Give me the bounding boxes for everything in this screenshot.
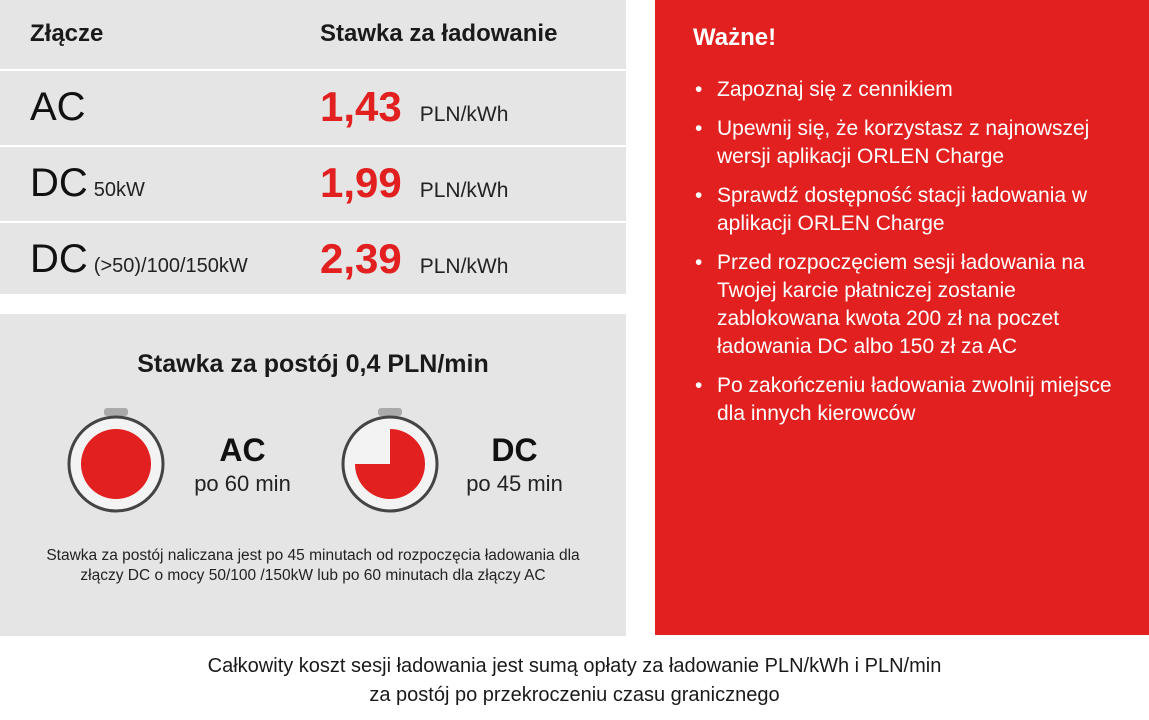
- stopwatch-fill: [81, 429, 151, 499]
- footer-note: [0, 652, 1149, 710]
- list-item: • Zapoznaj się z cennikiem: [693, 76, 1133, 104]
- idle-fee-title: Stawka za postój 0,4 PLN/min: [137, 350, 489, 378]
- timer-connector: DC: [491, 432, 538, 468]
- list-item: • Sprawdź dostępność stacji ładowania w aplikacji ORLEN Charge: [695, 184, 1088, 235]
- stopwatch-icon: [64, 406, 168, 516]
- idle-fee-panel: [0, 314, 626, 636]
- rate-row-dc-50: [0, 147, 626, 221]
- list-item: • Upewnij się, że korzystasz z najnowszej wersji aplikacji ORLEN Charge: [695, 117, 1090, 168]
- bullet-dot: •: [695, 251, 703, 274]
- idle-fee-note: Stawka za postój naliczana jest po 45 minutach od rozpoczęcia ładowania dla złączy DC o mocy 50/100 /150kW lub po 60 minutach dla złączy AC: [46, 547, 580, 584]
- important-panel: [655, 0, 1149, 635]
- footer-line: za postój po przekroczeniu czasu granicznego: [369, 684, 780, 706]
- connector-power: 50kW: [93, 179, 145, 201]
- list-item: • Przed rozpoczęciem sesji ładowania na Twojej karcie płatniczej zostanie zablokowana kwota 200 zł na poczet ładowania DC albo 150 zł za AC: [695, 251, 1085, 358]
- rates-table-header: [0, 0, 626, 69]
- price-value: 1,99 PLN/kWh: [320, 159, 509, 206]
- price-unit: PLN/kWh: [419, 179, 509, 202]
- connector-label: DC (>50)/100/150kW: [30, 237, 248, 281]
- connector-label: DC 50kW: [30, 161, 145, 205]
- timer-connector: AC: [219, 432, 266, 468]
- price-unit: PLN/kWh: [419, 255, 509, 278]
- timer-threshold: po 45 min: [466, 471, 563, 496]
- stopwatch-icon: [338, 406, 442, 516]
- header-rate: Stawka za ładowanie: [320, 20, 558, 47]
- timer-label-dc: [442, 432, 587, 497]
- list-item: • Po zakończeniu ładowania zwolnij miejsce dla innych kierowców: [695, 374, 1112, 425]
- timer-label-ac: [170, 432, 315, 497]
- footer-line: Całkowity koszt sesji ładowania jest sumą opłaty za ładowanie PLN/kWh i PLN/min: [207, 655, 942, 677]
- important-list: [693, 76, 1133, 439]
- bullet-dot: •: [695, 117, 703, 140]
- rate-row-ac: [0, 71, 626, 145]
- timer-threshold: po 60 min: [194, 471, 291, 496]
- header-connector: Złącze: [30, 20, 104, 47]
- stopwatch-button: [104, 408, 128, 416]
- rate-row-dc-150: [0, 223, 626, 294]
- price-value: 2,39 PLN/kWh: [320, 235, 509, 282]
- important-title: Ważne!: [693, 24, 777, 51]
- stopwatch-button: [378, 408, 402, 416]
- bullet-dot: •: [695, 78, 703, 101]
- connector-power: (>50)/100/150kW: [93, 255, 248, 277]
- price-unit: PLN/kWh: [419, 103, 509, 126]
- price-value: 1,43 PLN/kWh: [320, 83, 509, 130]
- bullet-dot: •: [695, 374, 703, 397]
- bullet-dot: •: [695, 184, 703, 207]
- connector-label: AC: [30, 85, 86, 129]
